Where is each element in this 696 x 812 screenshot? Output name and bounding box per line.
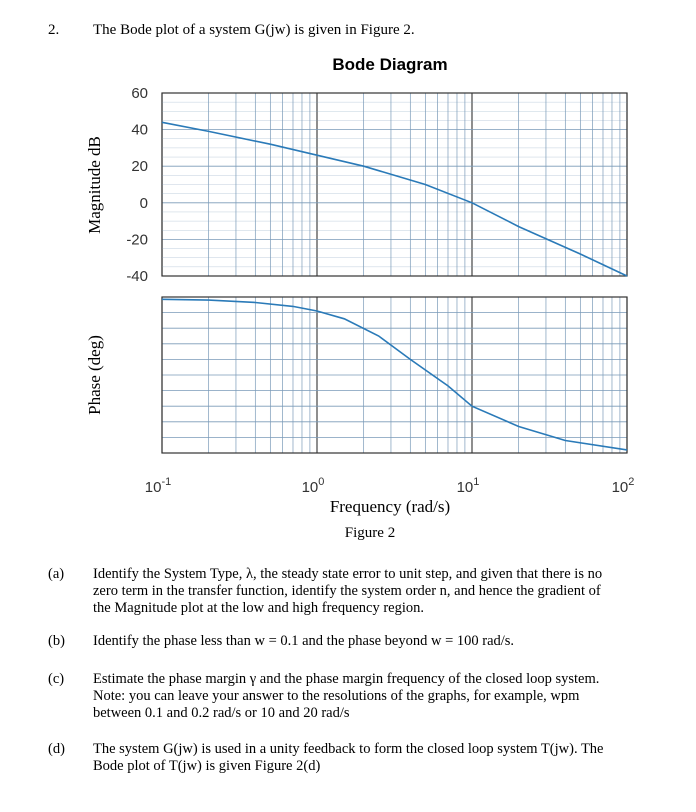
frequency-tick-label — [145, 476, 171, 496]
tick-exponent: 0 — [318, 476, 325, 488]
part-text-line: between 0.1 and 0.2 rad/s or 10 and 20 rad/s — [93, 705, 350, 721]
figure-caption: Figure 2 — [344, 525, 396, 541]
frequency-tick-label — [457, 476, 480, 496]
tick-base: 10 — [456, 479, 474, 496]
phase-grid — [162, 297, 627, 453]
question-number: 2. — [48, 22, 60, 38]
tick-base: 10 — [611, 479, 629, 496]
magnitude-curve — [162, 122, 627, 276]
part-label: (d) — [48, 741, 65, 757]
magnitude-tick-label: 20 — [131, 158, 148, 176]
phase-axis-label: Phase (deg) — [85, 335, 104, 415]
tick-base: 10 — [301, 479, 319, 496]
frequency-axis-label: Frequency (rad/s) — [329, 497, 451, 516]
question-intro: The Bode plot of a system G(jw) is given in Figure 2. — [93, 22, 415, 38]
part-label: (a) — [48, 566, 65, 582]
part-text-line: Identify the phase less than w = 0.1 and the phase beyond w = 100 rad/s. — [93, 633, 515, 649]
magnitude-tick-label: -40 — [126, 268, 148, 285]
magnitude-grid — [162, 93, 627, 276]
phase-curve — [162, 299, 627, 450]
part-text-line: Estimate the phase margin γ and the phase margin frequency of the closed loop system. — [93, 671, 600, 687]
magnitude-tick-label: 60 — [131, 85, 148, 102]
tick-base: 10 — [144, 479, 162, 496]
magnitude-y-ticks — [126, 85, 148, 285]
part-text-line: The system G(jw) is used in a unity feedback to form the closed loop system T(jw). The — [93, 741, 604, 757]
part-text-line: Note: you can leave your answer to the resolutions of the graphs, for example, wpm — [93, 688, 580, 704]
part-label: (c) — [48, 671, 65, 687]
magnitude-axis-label: Magnitude dB — [85, 136, 104, 234]
part-label: (b) — [48, 633, 65, 649]
part-text-line: the Magnitude plot at the low and high frequency region. — [93, 600, 424, 616]
tick-exponent: -1 — [161, 476, 172, 488]
tick-exponent: 2 — [628, 476, 635, 488]
magnitude-tick-label: -20 — [126, 231, 148, 249]
part-text-line: zero term in the transfer function, identify the system order n, and hence the gradient of — [93, 583, 601, 599]
part-text-line: Bode plot of T(jw) is given Figure 2(d) — [93, 758, 321, 774]
frequency-ticks — [145, 476, 635, 496]
magnitude-tick-label: 40 — [131, 121, 148, 139]
tick-exponent: 1 — [473, 476, 480, 488]
magnitude-tick-label: 0 — [139, 194, 148, 212]
plot-title: Bode Diagram — [332, 55, 448, 74]
frequency-tick-label — [612, 476, 635, 496]
frequency-tick-label — [302, 476, 325, 496]
part-text-line: Identify the System Type, λ, the steady state error to unit step, and given that there is no — [93, 566, 603, 582]
